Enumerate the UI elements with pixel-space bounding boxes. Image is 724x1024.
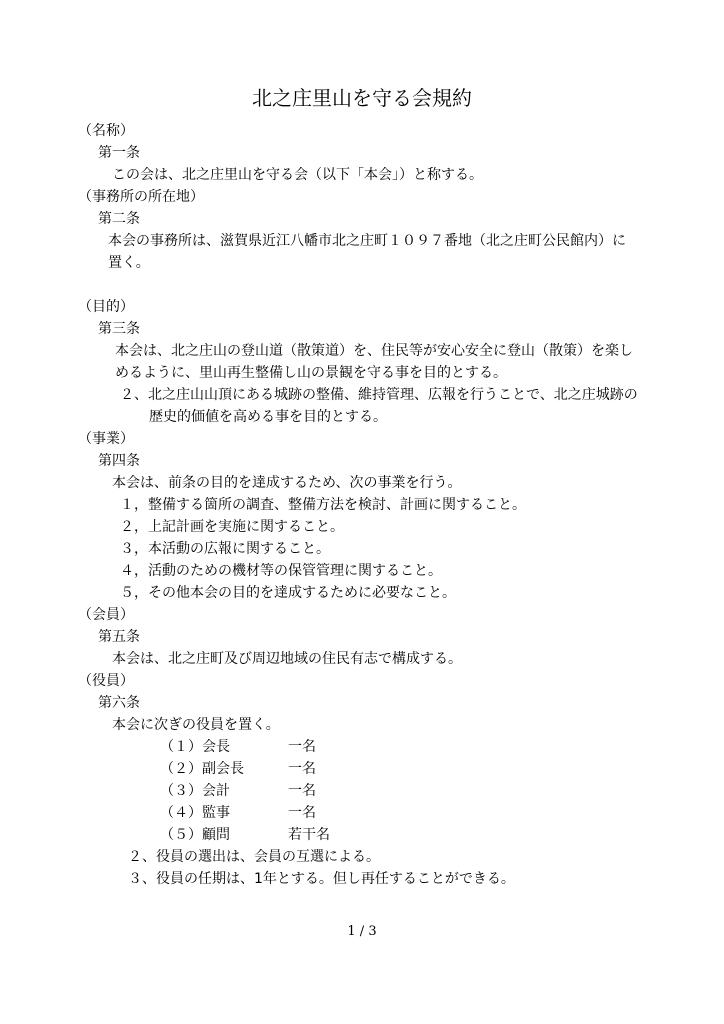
document-title: 北之庄里山を守る会規約 <box>252 86 472 110</box>
officer-role-5: （５）顧問 <box>160 827 230 843</box>
article-label-4: 第四条 <box>98 453 140 469</box>
section-heading-projects: （事業） <box>78 431 134 447</box>
article-1-text: この会は、北之庄里山を守る会（以下「本会」）と称する。 <box>112 167 483 183</box>
article-3-text-line-1: 本会は、北之庄山の登山道（散策道）を、住民等が安心安全に登山（散策）を楽し <box>115 343 633 359</box>
section-heading-office: （事務所の所在地） <box>78 189 204 205</box>
article-label-1: 第一条 <box>98 145 140 161</box>
article-label-6: 第六条 <box>98 695 140 711</box>
section-heading-members: （会員） <box>78 607 134 623</box>
page-number: 1 / 3 <box>347 924 377 939</box>
officer-count-5: 若干名 <box>288 827 330 843</box>
article-2-text-line-2: 置く。 <box>108 255 150 271</box>
officer-role-2: （２）副会長 <box>160 761 244 777</box>
article-3-text-line-2: めるように、里山再生整備し山の景観を守る事を目的とする。 <box>115 365 507 381</box>
article-6-clause-2: ２、役員の選出は、会員の互選による。 <box>128 849 380 865</box>
officer-count-2: 一名 <box>288 761 316 777</box>
officer-role-3: （３）会計 <box>160 783 230 799</box>
section-heading-officers: （役員） <box>78 673 134 689</box>
section-heading-name: （名称） <box>78 123 134 139</box>
article-4-intro: 本会は、前条の目的を達成するため、次の事業を行う。 <box>112 475 462 491</box>
officer-count-4: 一名 <box>288 805 316 821</box>
article-6-clause-3: ３、役員の任期は、1年とする。但し再任することができる。 <box>128 871 515 887</box>
article-label-2: 第二条 <box>98 211 140 227</box>
officer-role-1: （１）会長 <box>160 739 230 755</box>
officer-count-1: 一名 <box>288 739 316 755</box>
article-label-3: 第三条 <box>98 321 140 337</box>
article-label-5: 第五条 <box>98 629 140 645</box>
article-3-clause-2-line-1: ２、北之庄山山頂にある城跡の整備、維持管理、広報を行うことで、北之庄城跡の <box>120 387 638 403</box>
article-5-text: 本会は、北之庄町及び周辺地域の住民有志で構成する。 <box>112 651 462 667</box>
article-4-item-1: １，整備する箇所の調査、整備方法を検討、計画に関すること。 <box>120 497 526 513</box>
article-3-clause-2-line-2: 歴史的価値を高める事を目的とする。 <box>149 409 387 425</box>
officer-role-4: （４）監事 <box>160 805 230 821</box>
article-2-text-line-1: 本会の事務所は、滋賀県近江八幡市北之庄町１０９７番地（北之庄町公民館内）に <box>108 233 626 249</box>
article-4-item-3: ３，本活動の広報に関すること。 <box>120 541 330 557</box>
article-6-intro: 本会に次ぎの役員を置く。 <box>112 717 280 733</box>
officer-count-3: 一名 <box>288 783 316 799</box>
article-4-item-4: ４，活動のための機材等の保管管理に関すること。 <box>120 563 442 579</box>
section-heading-purpose: （目的） <box>78 299 134 315</box>
article-4-item-5: ５，その他本会の目的を達成するために必要なこと。 <box>120 585 456 601</box>
article-4-item-2: ２，上記計画を実施に関すること。 <box>120 519 344 535</box>
